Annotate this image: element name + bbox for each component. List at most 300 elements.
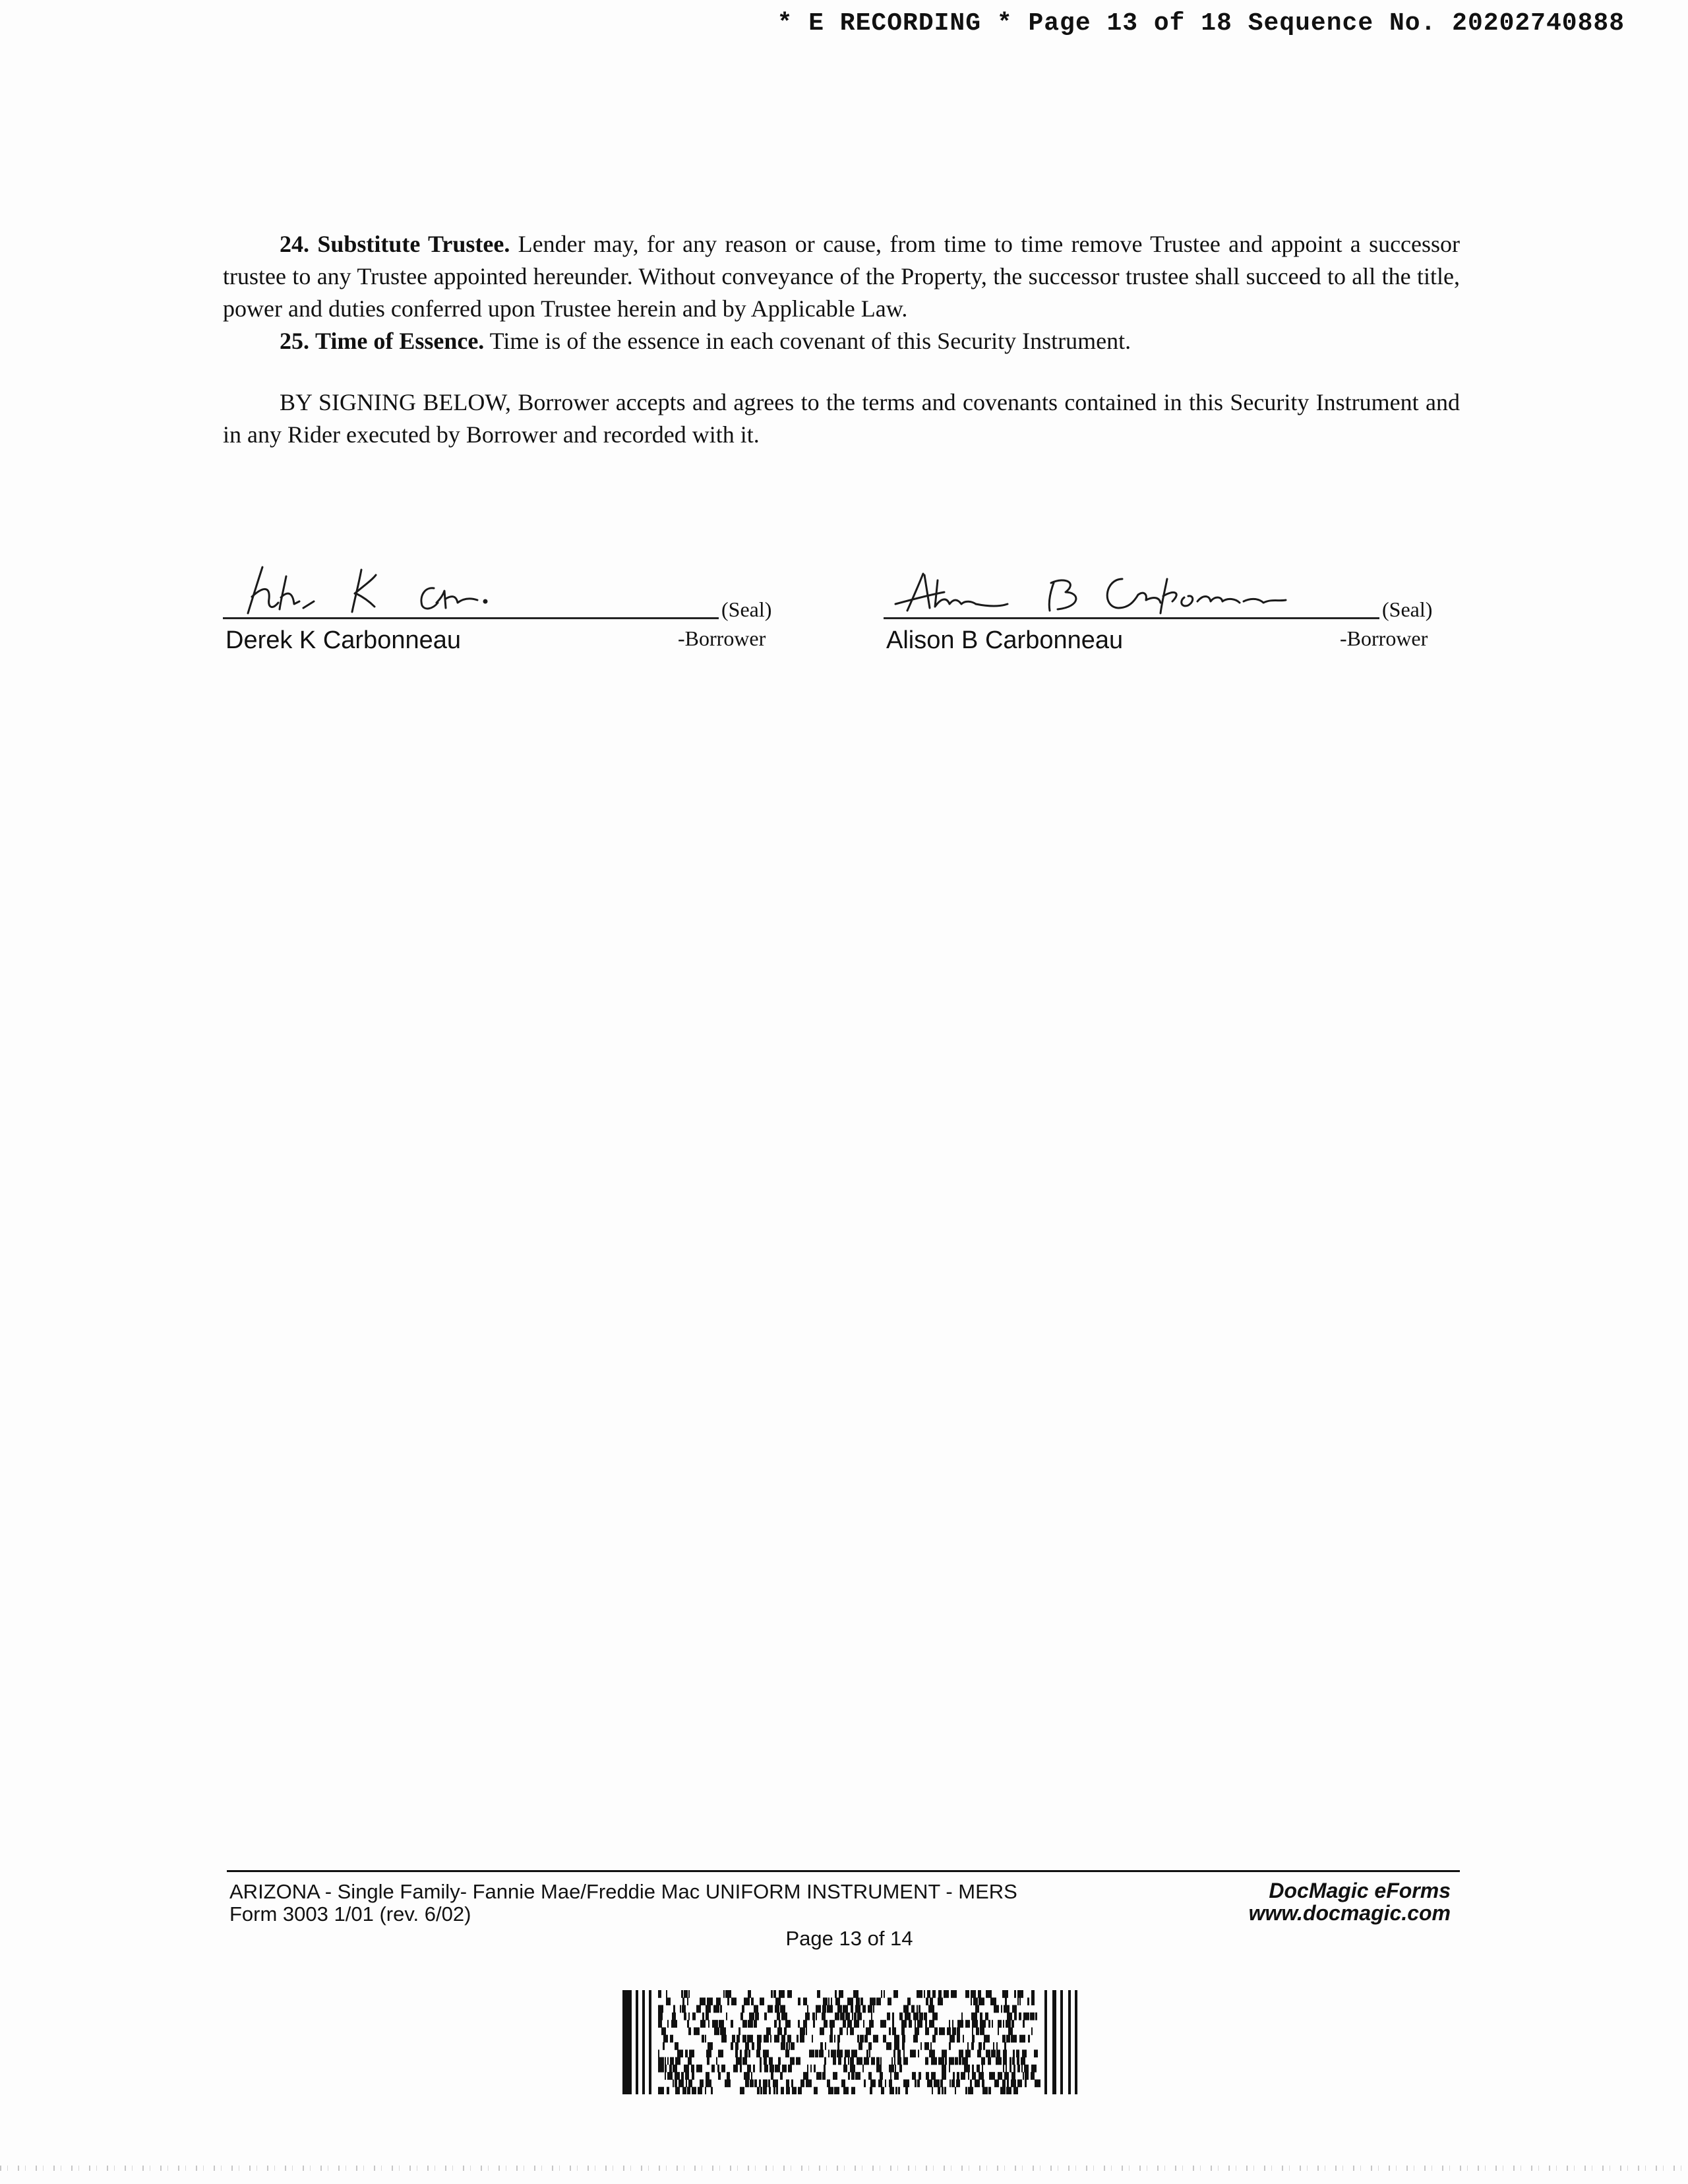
barcode-module: [1002, 1990, 1008, 1998]
barcode-module: [868, 2005, 872, 2013]
barcode-module: [642, 1990, 645, 2094]
barcode-module: [726, 2013, 727, 2020]
barcode-module: [744, 1997, 750, 2005]
barcode-module: [692, 2013, 696, 2020]
barcode-module: [870, 2087, 872, 2094]
barcode-module: [934, 2027, 938, 2035]
barcode-module: [787, 1990, 792, 1998]
barcode-module: [1012, 2005, 1017, 2013]
barcode-module: [778, 2057, 781, 2065]
barcode-module: [845, 2013, 850, 2020]
barcode-module: [862, 2005, 866, 2013]
barcode-module: [855, 2005, 860, 2013]
barcode-module: [1014, 2013, 1017, 2020]
barcode-module: [972, 2020, 978, 2028]
barcode-module: [757, 2035, 762, 2043]
clauses-section: [223, 228, 1460, 357]
barcode-module: [971, 2042, 974, 2050]
barcode-module: [905, 2013, 911, 2020]
barcode-module: [843, 2005, 848, 2013]
barcode-module: [763, 2087, 767, 2094]
barcode-module: [1035, 2013, 1037, 2020]
barcode-module: [831, 2049, 836, 2057]
barcode-module: [687, 2020, 689, 2028]
barcode-module: [986, 1990, 992, 1998]
barcode-module: [712, 2020, 718, 2028]
barcode-module: [817, 1990, 820, 1998]
barcode-module: [688, 2079, 692, 2087]
barcode-module: [702, 2013, 704, 2020]
barcode-module: [1011, 2079, 1016, 2087]
barcode-module: [1068, 1990, 1071, 2094]
barcode-module: [1017, 1990, 1023, 1998]
barcode-module: [752, 2042, 754, 2050]
barcode-module: [707, 1997, 713, 2005]
barcode-module: [675, 2042, 678, 2050]
barcode-module: [733, 2065, 738, 2073]
barcode-module: [839, 1990, 843, 1998]
form-identifier: [229, 1881, 1017, 1926]
barcode-module: [789, 2042, 790, 2050]
form-line-1: ARIZONA - Single Family- Fannie Mae/Freddie Mac UNIFORM INSTRUMENT - MERS: [229, 1880, 1017, 1903]
barcode-module: [658, 2087, 664, 2094]
barcode-module: [843, 2020, 846, 2028]
barcode-module: [972, 2035, 975, 2043]
barcode-module: [735, 2049, 738, 2057]
barcode-module: [777, 2027, 782, 2035]
barcode-module: [1017, 2057, 1019, 2065]
barcode-module: [839, 2027, 843, 2035]
barcode-module: [781, 2013, 787, 2020]
barcode-module: [673, 2079, 674, 2087]
barcode-module: [692, 2087, 696, 2094]
barcode-module: [666, 1990, 667, 1998]
barcode-module: [835, 2013, 839, 2020]
barcode-module: [903, 2005, 909, 2013]
barcode-module: [665, 2057, 666, 2065]
barcode-module: [716, 2057, 717, 2065]
barcode-module: [919, 2072, 921, 2080]
barcode-module: [903, 2049, 905, 2057]
barcode-module: [917, 1990, 922, 1998]
barcode-module: [888, 1997, 891, 2005]
barcode-module: [786, 2087, 790, 2094]
barcode-module: [932, 2035, 936, 2043]
barcode-module: [667, 2072, 673, 2080]
barcode-module: [979, 2072, 984, 2080]
barcode-module: [957, 2035, 960, 2043]
barcode-module: [800, 2027, 805, 2035]
page-number: Page 13 of 14: [785, 1927, 913, 1950]
barcode-module: [899, 2065, 902, 2073]
barcode-module: [1005, 1997, 1007, 2005]
barcode-module: [852, 2013, 853, 2020]
barcode-module: [876, 2065, 882, 2073]
barcode-module: [781, 2087, 784, 2094]
barcode-module: [748, 2049, 750, 2057]
barcode-module: [810, 2065, 812, 2073]
barcode-module: [860, 1997, 863, 2005]
barcode-module: [823, 1997, 828, 2005]
barcode-module: [622, 1990, 632, 2094]
clause-number: 24.: [280, 231, 309, 257]
barcode-module: [934, 2079, 940, 2087]
barcode-module: [719, 2020, 724, 2028]
barcode-module: [961, 2013, 963, 2020]
barcode-module: [779, 2020, 781, 2028]
barcode-module: [996, 2057, 1002, 2065]
barcode-module: [747, 2035, 753, 2043]
barcode-module: [866, 2027, 871, 2035]
barcode-module: [920, 2042, 922, 2050]
barcode-module: [689, 2049, 694, 2057]
barcode-module: [1003, 2057, 1007, 2065]
barcode-module: [843, 2065, 847, 2073]
barcode-module: [780, 2072, 783, 2080]
barcode-module: [894, 2035, 899, 2043]
barcode-module: [1006, 2020, 1011, 2028]
barcode-module: [797, 2035, 799, 2043]
barcode-module: [670, 2057, 674, 2065]
barcode-module: [684, 2013, 686, 2020]
barcode-module: [754, 2020, 757, 2028]
barcode-module: [889, 2087, 894, 2094]
barcode-module: [670, 2035, 673, 2043]
barcode-module: [687, 2087, 690, 2094]
barcode-module: [682, 1997, 684, 2005]
barcode-module: [708, 2020, 709, 2028]
scan-artifact-strip: [0, 2166, 1688, 2171]
barcode-module: [663, 2035, 668, 2043]
barcode-module: [763, 2079, 768, 2087]
barcode-module: [1027, 1997, 1029, 2005]
barcode-module: [775, 2005, 779, 2013]
barcode-module: [873, 2035, 878, 2043]
barcode-module: [658, 1990, 661, 1998]
barcode-module: [740, 2013, 743, 2020]
seal-label: (Seal): [1382, 597, 1433, 621]
barcode-module: [894, 2057, 895, 2065]
barcode-module: [950, 2035, 955, 2043]
barcode-module: [927, 1990, 930, 1998]
barcode-module: [784, 2027, 787, 2035]
barcode-module: [787, 2035, 791, 2043]
barcode-module: [957, 2027, 960, 2035]
barcode-module: [705, 2087, 706, 2094]
barcode-module: [700, 1997, 706, 2005]
barcode-module: [786, 2042, 788, 2050]
barcode-module: [925, 2057, 928, 2065]
barcode-module: [742, 2020, 747, 2028]
barcode-module: [952, 2020, 953, 2028]
barcode-module: [956, 2079, 960, 2087]
barcode-module: [721, 2035, 727, 2043]
barcode-module: [1006, 2087, 1011, 2094]
clause-title: Substitute Trustee.: [317, 231, 510, 257]
barcode-module: [850, 2027, 854, 2035]
barcode-module: [994, 2005, 999, 2013]
barcode-module: [1003, 2065, 1004, 2073]
clause-24: [223, 228, 1460, 325]
barcode-module: [938, 2057, 944, 2065]
barcode-module: [774, 2020, 777, 2028]
barcode-module: [658, 2005, 663, 2013]
barcode-module: [753, 2065, 755, 2073]
barcode-module: [998, 2020, 1002, 2028]
barcode-module: [725, 2079, 731, 2087]
barcode-module: [684, 1990, 688, 1998]
barcode-module: [781, 2035, 785, 2043]
handwritten-signature: [884, 561, 1345, 620]
barcode-module: [829, 2020, 835, 2028]
barcode-module: [764, 2065, 768, 2073]
barcode-module: [665, 2072, 666, 2080]
barcode-module: [773, 2079, 778, 2087]
barcode-module: [972, 2072, 976, 2080]
barcode-module: [685, 2049, 688, 2057]
barcode-module: [760, 2065, 762, 2073]
barcode-module: [824, 2057, 826, 2065]
barcode-module: [868, 2042, 872, 2050]
barcode-module: [854, 2013, 857, 2020]
barcode-module: [682, 2005, 686, 2013]
barcode-module: [798, 1997, 800, 2005]
barcode-module: [776, 2087, 778, 2094]
barcode-module: [814, 2087, 818, 2094]
barcode-module: [1017, 2065, 1020, 2073]
barcode-module: [964, 2065, 970, 2073]
barcode-module: [827, 2079, 830, 2087]
barcode-module: [857, 2013, 862, 2020]
barcode-module: [961, 2072, 965, 2080]
barcode-module: [1003, 2020, 1004, 2028]
barcode-module: [706, 2005, 711, 2013]
barcode-module: [760, 2057, 762, 2065]
barcode-module: [957, 2072, 959, 2080]
barcode-module: [760, 1997, 764, 2005]
barcode-module: [750, 2079, 754, 2087]
barcode-module: [864, 2057, 869, 2065]
barcode-module: [1021, 2057, 1025, 2065]
barcode-module: [667, 2087, 669, 2094]
barcode-module: [658, 2013, 663, 2020]
barcode-module: [1031, 2065, 1037, 2073]
barcode-module: [931, 2057, 937, 2065]
barcode-module: [953, 2072, 955, 2080]
signer-role: -Borrower: [1340, 626, 1428, 650]
barcode-module: [1024, 2065, 1029, 2073]
barcode-module: [866, 2049, 868, 2057]
barcode-module: [745, 2079, 749, 2087]
barcode-module: [834, 2087, 839, 2094]
barcode-module: [769, 2087, 771, 2094]
barcode-module: [926, 2072, 929, 2080]
barcode-module: [913, 2035, 918, 2043]
barcode-module: [815, 2049, 818, 2057]
barcode-module: [774, 2035, 779, 2043]
barcode-module: [982, 2087, 988, 2094]
barcode-module: [812, 2013, 815, 2020]
barcode-module: [727, 2072, 730, 2080]
barcode-module: [903, 2057, 908, 2065]
barcode-module: [848, 2057, 849, 2065]
barcode-module: [944, 2087, 946, 2094]
clause-text: Lender may, for any reason or cause, from time to time remove Trustee and appoint a successor trustee to any Trustee appointed hereunder. Without conveyance of the Property, the successor trustee shall succeed to all the title, power and duties conferred upon Trustee herein and by Applicable Law.: [223, 231, 1461, 322]
barcode-module: [1025, 2079, 1027, 2087]
barcode-module: [791, 2079, 793, 2087]
barcode-module: [918, 2049, 919, 2057]
barcode-module: [909, 2020, 912, 2028]
barcode-module: [942, 2072, 946, 2080]
barcode-module: [812, 2035, 813, 2043]
barcode-module: [965, 2049, 971, 2057]
barcode-module: [1006, 2035, 1010, 2043]
barcode-module: [828, 1997, 829, 2005]
barcode-module: [901, 2020, 907, 2028]
barcode-module: [955, 2087, 956, 2094]
barcode-module: [661, 2027, 666, 2035]
barcode-module: [835, 1997, 840, 2005]
barcode-module: [1013, 2087, 1018, 2094]
barcode-module: [883, 2035, 886, 2043]
barcode-module: [1001, 2005, 1002, 2013]
barcode-module: [869, 2020, 874, 2028]
barcode-module: [754, 2005, 758, 2013]
barcode-module: [725, 1990, 731, 1998]
barcode-module: [972, 2027, 973, 2035]
barcode-module: [803, 2072, 808, 2080]
barcode-module: [951, 1990, 957, 1998]
barcode-module: [1017, 2079, 1022, 2087]
barcode-module: [685, 2072, 689, 2080]
barcode-module: [658, 2065, 664, 2073]
barcode-module: [813, 2020, 815, 2028]
barcode-module: [755, 2013, 759, 2020]
barcode-module: [1034, 2049, 1038, 2057]
barcode-module: [881, 1990, 882, 1998]
clause-title: Time of Essence.: [315, 328, 485, 354]
barcode-module: [1002, 2079, 1006, 2087]
barcode-module: [782, 2065, 787, 2073]
barcode-module: [658, 2020, 662, 2028]
barcode-module: [976, 2027, 979, 2035]
barcode-module: [775, 2065, 780, 2073]
barcode-module: [840, 2013, 845, 2020]
signer-name: Derek K Carbonneau: [226, 626, 461, 654]
barcode-module: [982, 2065, 983, 2073]
barcode-module: [1010, 2065, 1011, 2073]
barcode-module: [851, 2072, 855, 2080]
barcode-module: [708, 2042, 713, 2050]
barcode-module: [932, 2087, 933, 2094]
barcode-module: [740, 2049, 742, 2057]
barcode-module: [1052, 1990, 1056, 2094]
barcode-module: [675, 2079, 677, 2087]
barcode-module: [1030, 2013, 1035, 2020]
barcode-module: [862, 2065, 864, 2073]
barcode-module: [975, 2079, 980, 2087]
clause-25: [223, 325, 1460, 357]
barcode-module: [998, 2027, 999, 2035]
barcode-module: [667, 2020, 669, 2028]
barcode-module: [903, 2079, 909, 2087]
barcode-module: [983, 2042, 985, 2050]
recording-header: * E RECORDING * Page 13 of 18 Sequence No. 20202740888: [777, 9, 1625, 38]
barcode-module: [851, 2087, 855, 2094]
barcode-module: [885, 2079, 886, 2087]
seal-label: (Seal): [721, 597, 772, 621]
barcode-module: [1023, 2013, 1029, 2020]
barcode-module: [837, 2005, 842, 2013]
footer-divider: [227, 1870, 1460, 1872]
barcode-module: [1060, 1990, 1063, 2094]
barcode-module: [1023, 2020, 1025, 2028]
barcode-module: [1004, 2042, 1006, 2050]
barcode-module: [895, 2087, 897, 2094]
barcode-module: [773, 1990, 776, 1998]
barcode-module: [859, 2042, 862, 2050]
barcode-module: [968, 2072, 969, 2080]
barcode-module: [929, 2020, 934, 2028]
barcode-module: [947, 2027, 951, 2035]
barcode-module: [970, 2079, 972, 2087]
barcode-module: [788, 2065, 792, 2073]
barcode-module: [665, 2065, 667, 2073]
barcode-module: [736, 2057, 742, 2065]
barcode-module: [938, 2087, 940, 2094]
barcode-module: [828, 2049, 829, 2057]
barcode-module: [718, 2049, 723, 2057]
barcode-module: [1013, 2049, 1015, 2057]
barcode-module: [768, 2079, 770, 2087]
barcode-module: [988, 2057, 991, 2065]
barcode-module: [1028, 2035, 1030, 2043]
barcode-module: [706, 2013, 709, 2020]
barcode-module: [856, 1997, 860, 2005]
barcode-module: [769, 2057, 773, 2065]
barcode-module: [892, 2013, 894, 2020]
barcode-module: [860, 2035, 864, 2043]
barcode-module: [979, 2042, 982, 2050]
barcode-module: [675, 2057, 680, 2065]
barcode-module: [696, 2005, 701, 2013]
barcode-module: [694, 2027, 700, 2035]
barcode-module: [990, 1997, 996, 2005]
barcode-module: [851, 2005, 853, 2013]
clause-number: 25.: [280, 328, 309, 354]
barcode-module: [800, 2035, 804, 2043]
barcode-module: [1016, 2049, 1019, 2057]
barcode-module: [835, 1990, 837, 1998]
barcode-module: [881, 2087, 884, 2094]
barcode-module: [980, 2013, 982, 2020]
barcode-module: [899, 2013, 903, 2020]
barcode-module: [917, 2079, 920, 2087]
barcode-module: [1021, 2065, 1023, 2073]
barcode-module: [1000, 2087, 1006, 2094]
barcode-module: [853, 1990, 859, 1998]
barcode-module: [732, 2035, 735, 2043]
barcode-module: [754, 2079, 757, 2087]
barcode-module: [829, 2035, 833, 2043]
signature-line: [223, 617, 719, 619]
barcode-module: [770, 2035, 771, 2043]
barcode-module: [760, 2087, 762, 2094]
barcode-module: [723, 1990, 725, 1998]
barcode-module: [928, 2005, 934, 2013]
barcode-module: [955, 2057, 958, 2065]
barcode-module: [915, 2020, 916, 2028]
